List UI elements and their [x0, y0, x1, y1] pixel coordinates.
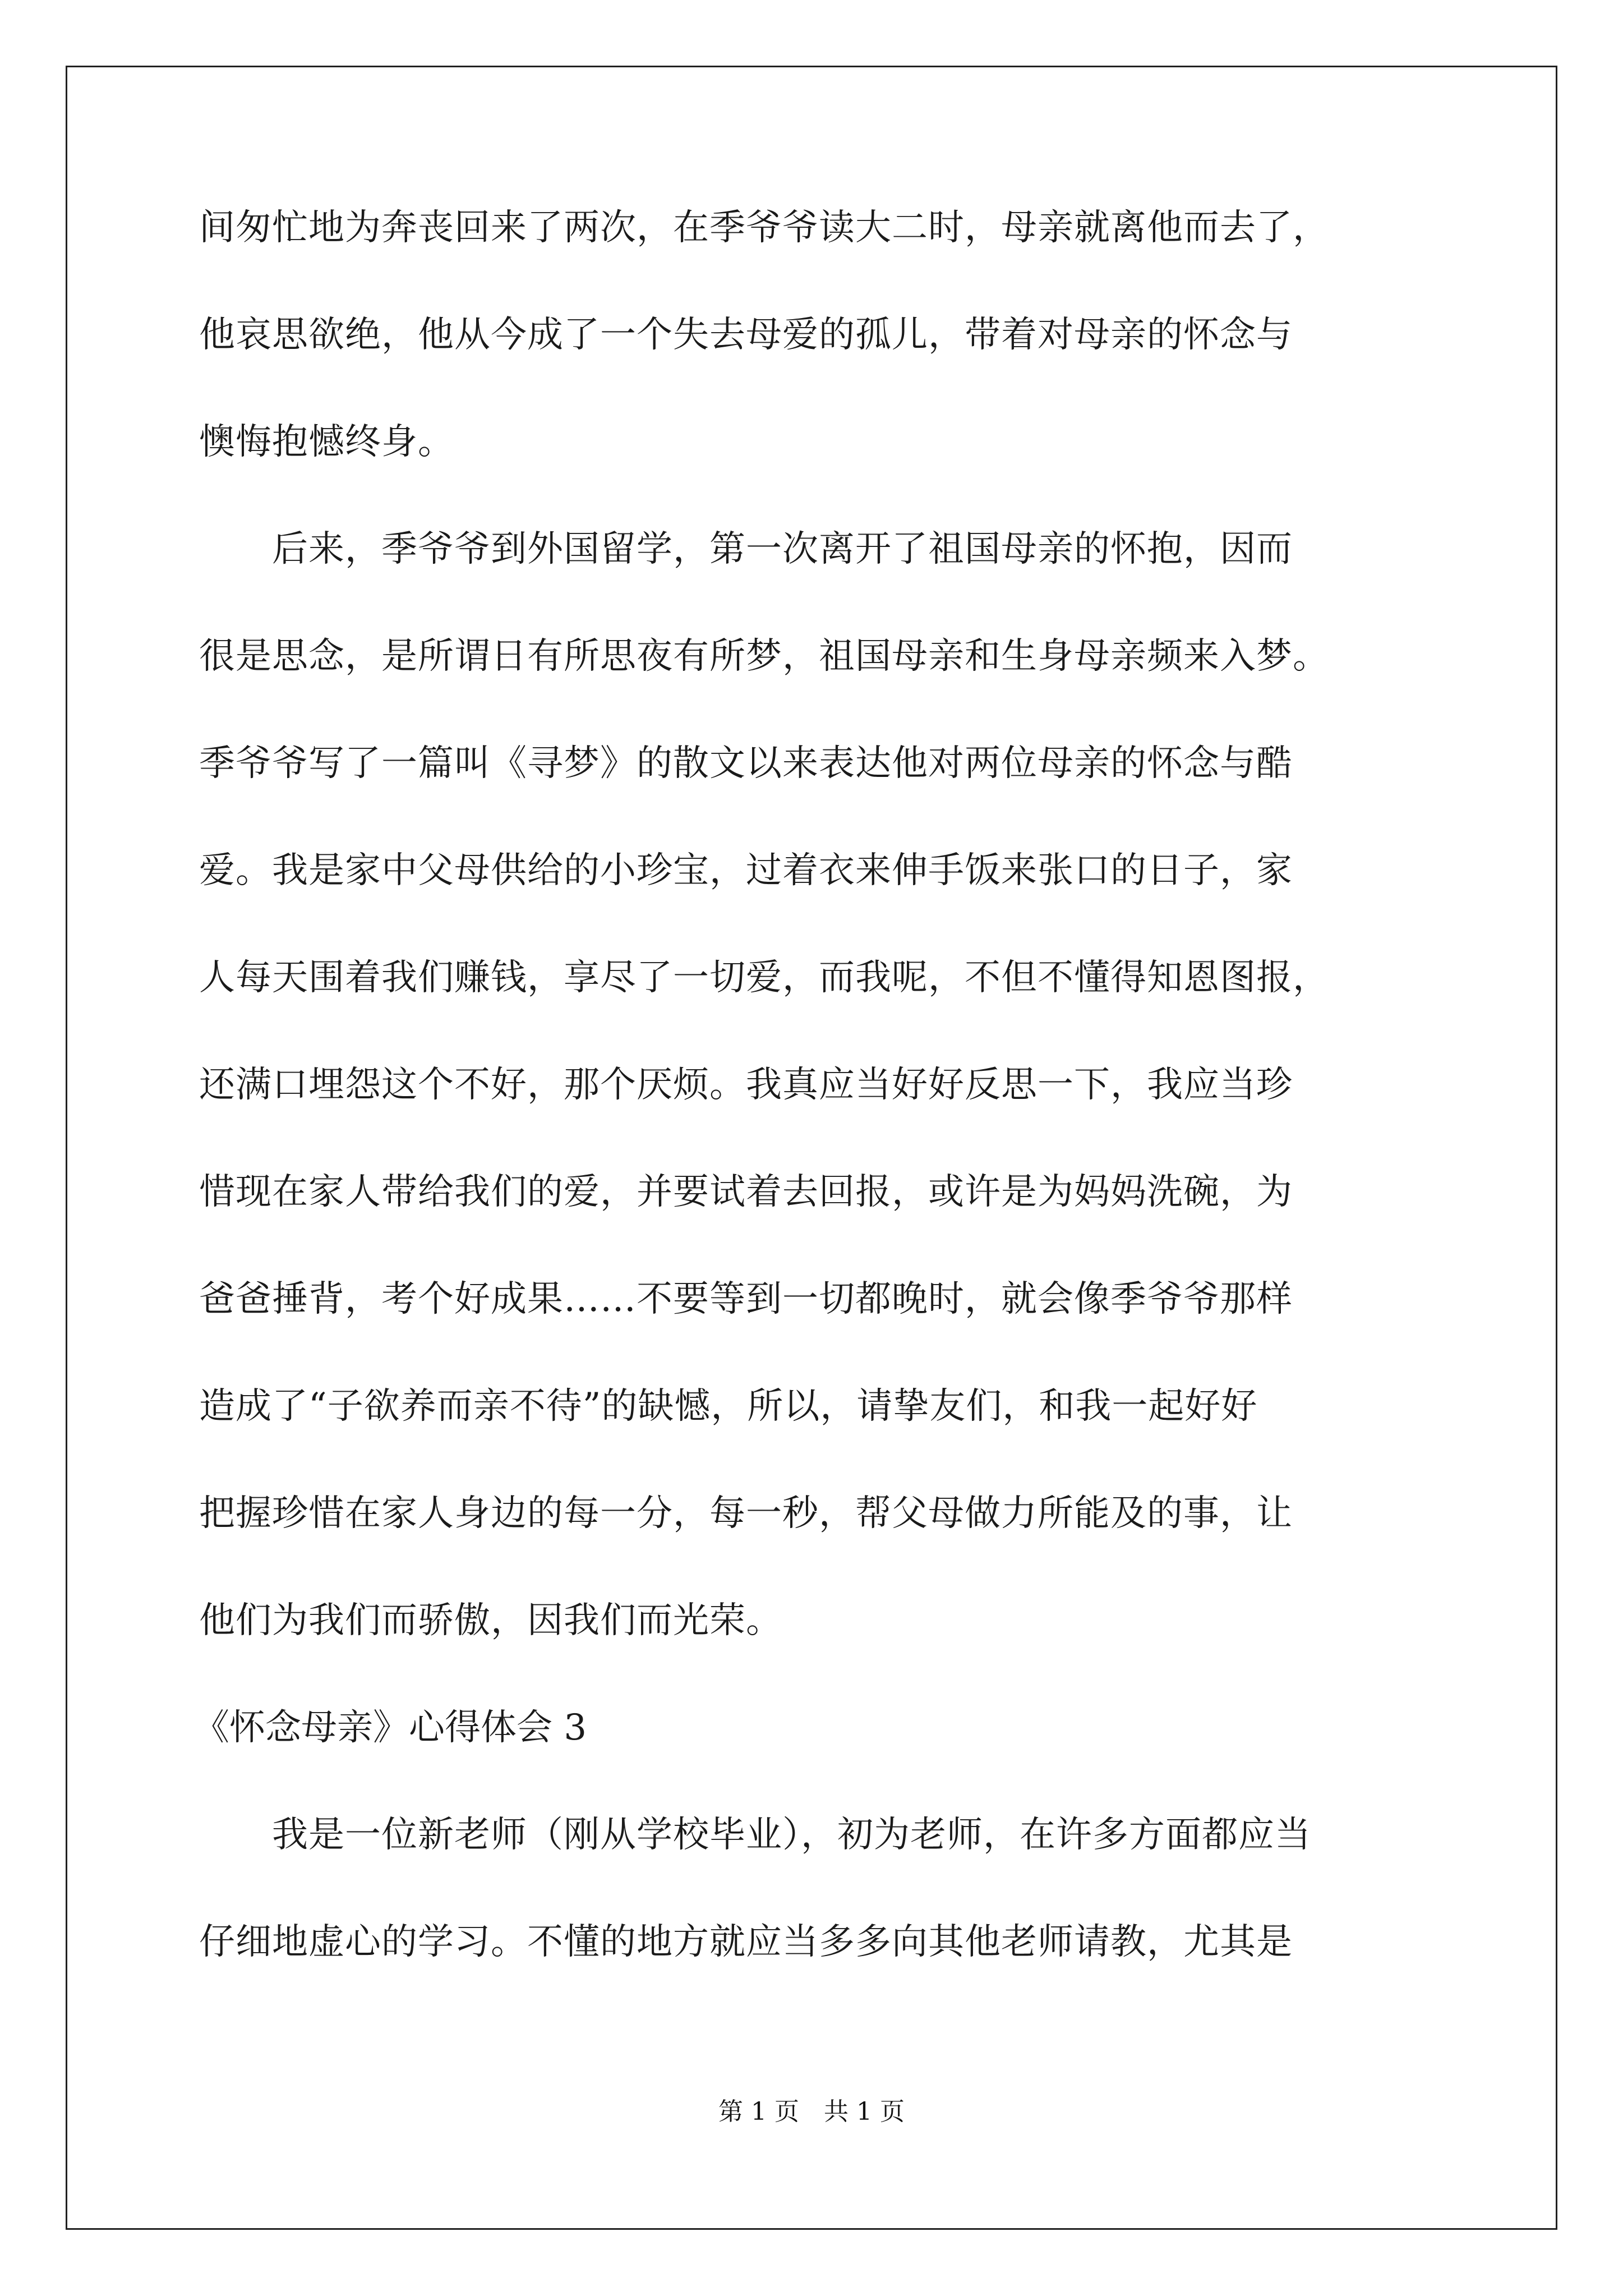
- paragraph-line: 还满口埋怨这个不好，那个厌烦。我真应当好好反思一下，我应当珍: [199, 1064, 1293, 1106]
- paragraph-line: 很是思念，是所谓日有所思夜有所梦，祖国母亲和生身母亲频来入梦。: [199, 636, 1329, 677]
- paragraph-line: 惜现在家人带给我们的爱，并要试着去回报，或许是为妈妈洗碗，为: [199, 1171, 1293, 1213]
- paragraph-line: 把握珍惜在家人身边的每一分，每一秒，帮父母做力所能及的事，让: [199, 1493, 1293, 1534]
- section-heading: 《怀念母亲》心得体会 3: [193, 1707, 587, 1749]
- document-body: [193, 207, 1433, 2029]
- paragraph-line: 他们为我们而骄傲，因我们而光荣。: [199, 1600, 782, 1641]
- paragraph-line: 爸爸捶背，考个好成果……不要等到一切都晚时，就会像季爷爷那样: [199, 1278, 1293, 1320]
- paragraph-line: 爱。我是家中父母供给的小珍宝，过着衣来伸手饭来张口的日子，家: [199, 850, 1293, 891]
- paragraph-1: [199, 208, 1433, 529]
- paragraph-line: 间匆忙地为奔丧回来了两次，在季爷爷读大二时，母亲就离他而去了，: [199, 207, 1329, 249]
- paragraph-line: 季爷爷写了一篇叫《寻梦》的散文以来表达他对两位母亲的怀念与酷: [199, 743, 1293, 784]
- paragraph-2: [199, 529, 1433, 1708]
- paragraph-line: 后来，季爷爷到外国留学，第一次离开了祖国母亲的怀抱，因而: [272, 528, 1293, 570]
- paragraph-line: 懊悔抱憾终身。: [199, 421, 454, 463]
- paragraph-line: 我是一位新老师（刚从学校毕业），初为老师，在许多方面都应当: [272, 1814, 1311, 1856]
- paragraph-line: 造成了“子欲养而亲不待”的缺憾，所以，请挚友们，和我一起好好: [199, 1386, 1258, 1427]
- page-footer: 第 1 页 共 1 页: [718, 2097, 905, 2126]
- paragraph-line: 人每天围着我们赚钱，享尽了一切爱，而我呢，不但不懂得知恩图报，: [199, 957, 1329, 999]
- paragraph-line: 仔细地虚心的学习。不懂的地方就应当多多向其他老师请教，尤其是: [199, 1921, 1293, 1963]
- paragraph-3: [199, 1815, 1433, 2029]
- paragraph-line: 他哀思欲绝，他从今成了一个失去母爱的孤儿，带着对母亲的怀念与: [199, 314, 1293, 356]
